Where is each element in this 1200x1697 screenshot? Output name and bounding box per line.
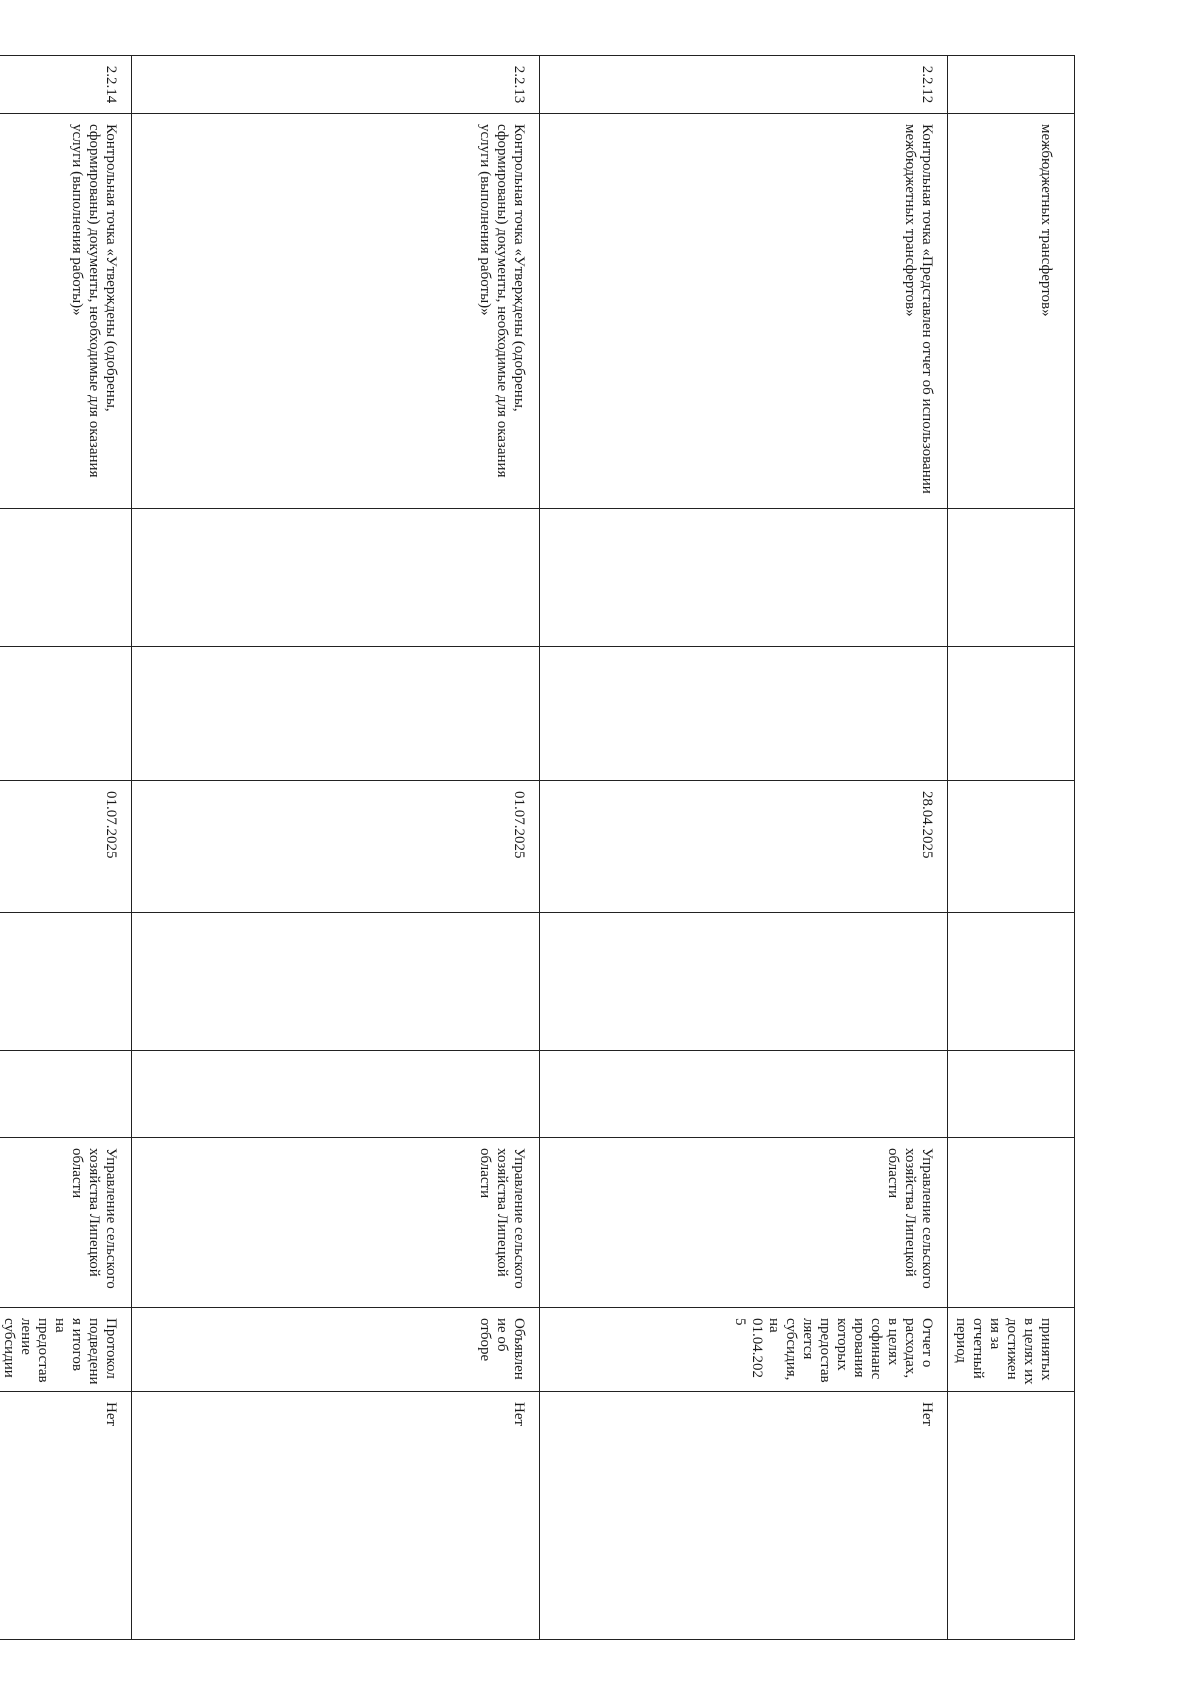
cell-flag: Нет (0, 1392, 132, 1640)
cell-num: 2.2.12 (540, 56, 948, 114)
rotated-table-container (1, 55, 1075, 1639)
cell-date: 28.04.2025 (540, 781, 948, 913)
cell-num (948, 56, 1075, 114)
cell-num: 2.2.13 (132, 56, 540, 114)
cell-name: Контрольная точка «Утверждены (одобрены, сформированы) документы, необходимые для оказания услуги (выполнения работы)» (0, 114, 132, 509)
cell-document: Протокол подведения итогов на предоставление субсидии (0, 1308, 132, 1392)
cell-empty (540, 647, 948, 781)
cell-document: Отчет о расходах, в целях софинансирования которых предоставляется субсидия, на 01.04.2025 (540, 1308, 948, 1392)
cell-responsible: Управление сельского хозяйства Липецкой области (540, 1138, 948, 1308)
cell-document: Объявление об отборе (132, 1308, 540, 1392)
cell-empty (132, 913, 540, 1051)
cell-responsible: Управление сельского хозяйства Липецкой области (132, 1138, 540, 1308)
cell-name: межбюджетных трансфертов» (948, 114, 1075, 509)
cell-empty (0, 1051, 132, 1138)
cell-empty (948, 647, 1075, 781)
cell-document: принятых в целях их достижения за отчетный период (948, 1308, 1075, 1392)
cell-empty (948, 1138, 1075, 1308)
cell-date: 01.07.2025 (132, 781, 540, 913)
cell-responsible: Управление сельского хозяйства Липецкой области (0, 1138, 132, 1308)
cell-empty (540, 1051, 948, 1138)
cell-empty (948, 1392, 1075, 1640)
cell-num: 2.2.14 (0, 56, 132, 114)
cell-empty (948, 913, 1075, 1051)
table-row (540, 56, 948, 1640)
cell-empty (0, 647, 132, 781)
cell-name: Контрольная точка «Утверждены (одобрены, сформированы) документы, необходимые для оказания услуги (выполнения работы)» (132, 114, 540, 509)
cell-name: Контрольная точка «Представлен отчет об использовании межбюджетных трансфертов» (540, 114, 948, 509)
cell-empty (540, 509, 948, 647)
cell-empty (948, 1051, 1075, 1138)
table-row (132, 56, 540, 1640)
cell-empty (948, 781, 1075, 913)
cell-date: 01.07.2025 (0, 781, 132, 913)
cell-empty (132, 1051, 540, 1138)
control-points-table (0, 55, 1075, 1640)
cell-empty (132, 509, 540, 647)
cell-empty (948, 509, 1075, 647)
table-row-continuation (948, 56, 1075, 1640)
table-row (0, 56, 132, 1640)
cell-flag: Нет (132, 1392, 540, 1640)
cell-empty (132, 647, 540, 781)
cell-empty (0, 509, 132, 647)
cell-empty (540, 913, 948, 1051)
cell-flag: Нет (540, 1392, 948, 1640)
cell-empty (0, 913, 132, 1051)
